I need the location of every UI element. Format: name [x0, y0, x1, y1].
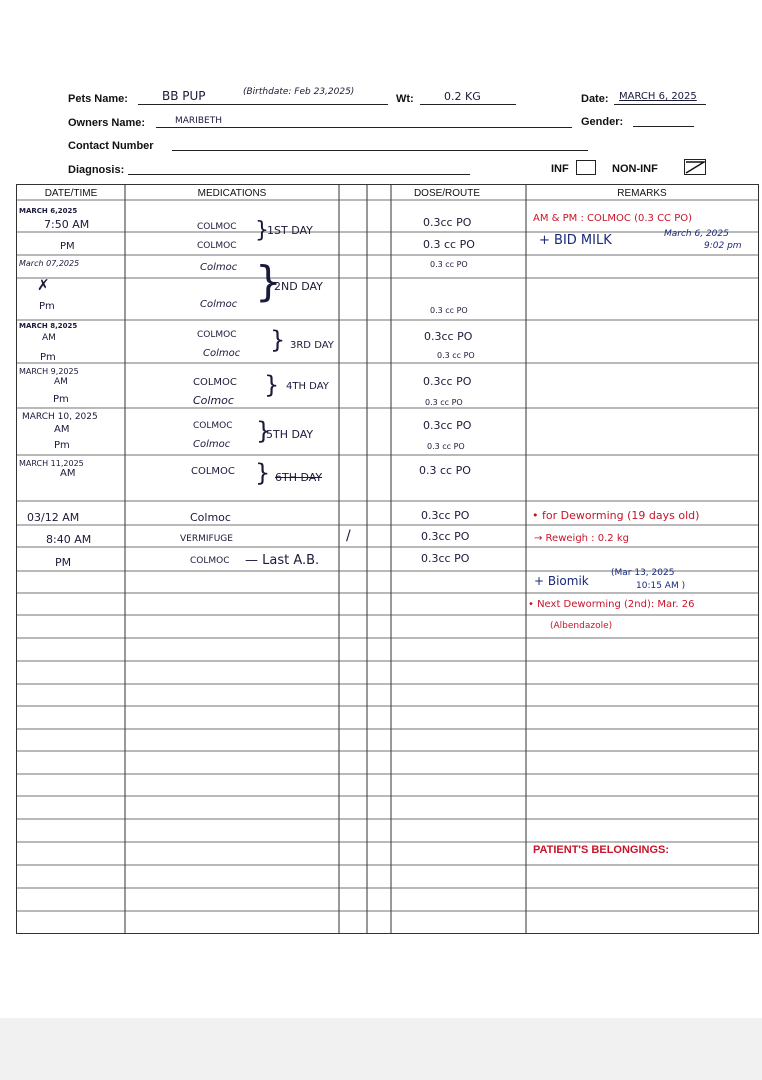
remark-4: → Reweigh : 0.2 kg: [534, 533, 629, 544]
d4-date: MARCH 9,2025: [19, 367, 79, 376]
remark-5: + Biomik: [534, 574, 589, 588]
d3-med-pm: Colmoc: [203, 348, 241, 359]
d3-brace: }: [270, 326, 286, 354]
d5-am: AM: [54, 424, 70, 435]
wt-label: Wt:: [396, 93, 414, 105]
wt-line: [420, 104, 516, 105]
d4-pm: Pm: [53, 394, 69, 405]
d3-med-am: COLMOC: [197, 330, 237, 340]
d7-med-2: VERMIFUGE: [180, 534, 233, 544]
remark-2-date: March 6, 2025: [664, 229, 729, 239]
d7-last-ab: — Last A.B.: [245, 553, 320, 568]
remark-5-date: (Mar 13, 2025: [611, 568, 675, 578]
date-line: [614, 104, 706, 105]
d6-am: AM: [60, 468, 76, 479]
d2-day-label: 2ND DAY: [274, 280, 323, 293]
d2-dose-pm: 0.3 cc PO: [430, 306, 468, 315]
remark-1: AM & PM : COLMOC (0.3 CC PO): [533, 213, 693, 224]
d1-med-pm: COLMOC: [197, 241, 237, 251]
pets-name-value[interactable]: BB PUP: [162, 89, 206, 103]
d2-am-mark: ✗: [37, 276, 50, 294]
owners-name-value[interactable]: MARIBETH: [175, 116, 222, 126]
d1-date: MARCH 6,2025: [19, 207, 78, 215]
d3-dose-am: 0.3cc PO: [424, 330, 473, 343]
d7-dose-2: 0.3cc PO: [421, 530, 470, 543]
d4-med-am: COLMOC: [193, 377, 237, 388]
d4-brace: }: [264, 371, 280, 399]
d4-dose-pm: 0.3 cc PO: [425, 398, 463, 407]
contact-line: [172, 150, 588, 151]
remark-3: • for Deworming (19 days old): [532, 509, 700, 522]
wt-value[interactable]: 0.2 KG: [444, 90, 481, 103]
d5-brace: }: [256, 417, 272, 445]
d7-check-icon: /: [346, 528, 351, 544]
d3-dose-pm: 0.3 cc PO: [437, 351, 475, 360]
d4-med-pm: Colmoc: [193, 394, 234, 407]
date-label: Date:: [581, 93, 609, 105]
birthdate-note: (Birthdate: Feb 23,2025): [243, 87, 355, 97]
d5-med-pm: Colmoc: [193, 439, 231, 450]
d6-brace: }: [255, 459, 271, 487]
scan-bottom-margin: [0, 1018, 762, 1080]
d3-am: AM: [42, 333, 56, 343]
d7-date: 03/12 AM: [27, 511, 80, 524]
d5-dose-pm: 0.3 cc PO: [427, 442, 465, 451]
contact-label: Contact Number: [68, 140, 154, 152]
d3-pm: Pm: [40, 352, 56, 363]
d7-dose-3: 0.3cc PO: [421, 552, 470, 565]
d6-date: MARCH 11,2025: [19, 459, 84, 468]
d7-dose-1: 0.3cc PO: [421, 509, 470, 522]
check-mark-icon: [685, 160, 705, 174]
date-value[interactable]: MARCH 6, 2025: [619, 91, 697, 102]
d6-med: COLMOC: [191, 466, 235, 477]
col-header-remarks: REMARKS: [617, 188, 667, 199]
owners-name-label: Owners Name:: [68, 117, 146, 129]
d1-brace: }: [255, 218, 269, 243]
inf-checkbox[interactable]: [576, 160, 596, 175]
d1-med-am: COLMOC: [197, 222, 237, 232]
col-header-date: DATE/TIME: [44, 188, 98, 199]
d5-dose-am: 0.3cc PO: [423, 419, 472, 432]
d5-med-am: COLMOC: [193, 421, 233, 431]
d1-dose-pm: 0.3 cc PO: [423, 238, 475, 251]
patients-belongings-label: PATIENT'S BELONGINGS:: [533, 844, 670, 856]
d2-med-am: Colmoc: [200, 262, 238, 273]
noninf-checkbox[interactable]: [684, 159, 706, 175]
d5-pm: Pm: [54, 440, 70, 451]
noninf-label: NON-INF: [612, 163, 658, 175]
pets-name-line: [138, 104, 388, 105]
d7-med-3: COLMOC: [190, 556, 230, 566]
gender-line: [633, 126, 694, 127]
remark-2-time: 9:02 pm: [704, 241, 742, 251]
d2-dose-am: 0.3 cc PO: [430, 260, 468, 269]
col-header-medications: MEDICATIONS: [197, 188, 267, 199]
remark-7: (Albendazole): [550, 621, 613, 631]
remark-6: • Next Deworming (2nd): Mar. 26: [528, 599, 695, 610]
gender-label: Gender:: [581, 116, 624, 128]
d6-day-label: 6TH DAY: [275, 471, 323, 484]
remark-2: + BID MILK: [539, 233, 612, 248]
col-header-dose: DOSE/ROUTE: [413, 188, 481, 199]
d6-dose: 0.3 cc PO: [419, 464, 471, 477]
d1-pm: PM: [60, 241, 75, 252]
remark-5-time: 10:15 AM ): [636, 581, 686, 591]
d2-pm-mark: Pm: [39, 301, 55, 312]
owners-name-line: [156, 127, 572, 128]
inf-label: INF: [551, 163, 569, 175]
d4-day-label: 4TH DAY: [286, 381, 329, 392]
diagnosis-label: Diagnosis:: [68, 164, 125, 176]
d7-pm: PM: [55, 556, 72, 569]
d1-am-time: 7:50 AM: [44, 218, 90, 231]
d7-time: 8:40 AM: [46, 533, 92, 546]
d7-med-1: Colmoc: [190, 511, 231, 524]
d2-date: March 07,2025: [19, 259, 80, 268]
d1-dose-am: 0.3cc PO: [423, 216, 472, 229]
pets-name-label: Pets Name:: [68, 93, 128, 105]
d5-day-label: 5TH DAY: [266, 428, 314, 441]
d2-med-pm: Colmoc: [200, 299, 238, 310]
d2-brace: }: [255, 257, 282, 306]
d5-date: MARCH 10, 2025: [22, 412, 98, 422]
d4-dose-am: 0.3cc PO: [423, 375, 472, 388]
d1-day-label: 1ST DAY: [267, 224, 313, 237]
diagnosis-line: [128, 174, 470, 175]
d4-am: AM: [54, 377, 68, 387]
d3-date: MARCH 8,2025: [19, 322, 78, 330]
d3-day-label: 3RD DAY: [290, 340, 334, 351]
